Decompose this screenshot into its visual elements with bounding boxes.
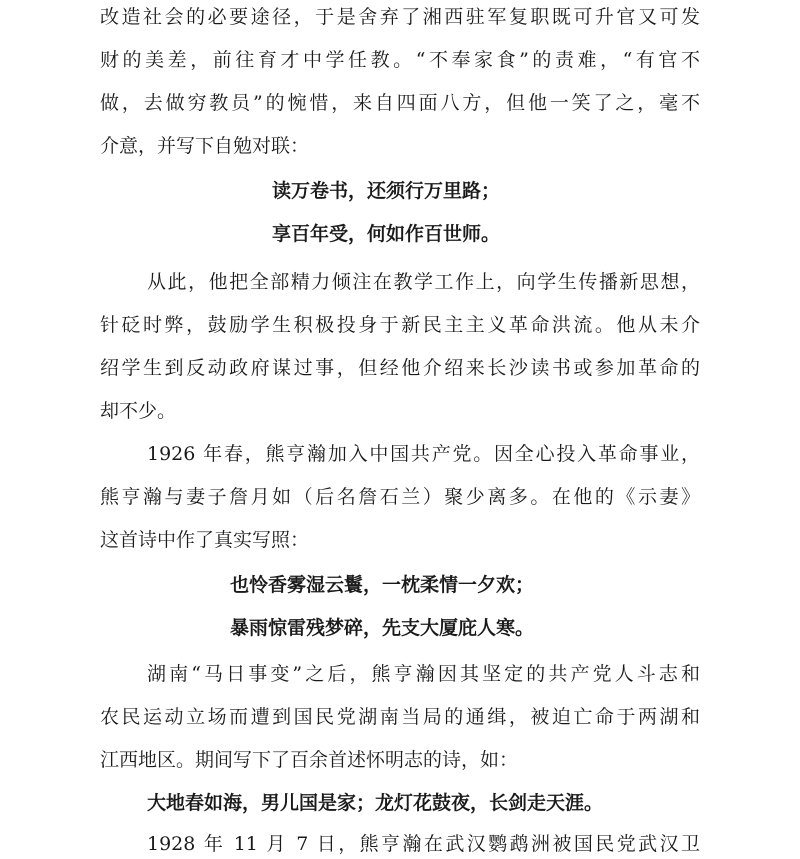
paragraph-2-line-2: 针砭时弊，鼓励学生积极投身于新民主主义革命洪流。他从未介 (100, 314, 700, 336)
paragraph-1-line-4: 介意，并写下自勉对联： (100, 135, 310, 157)
paragraph-4-line-1: 湖南“马日事变”之后，熊亨瀚因其坚定的共产党人斗志和 (147, 663, 700, 685)
paragraph-1-line-2: 财的美差，前往育才中学任教。“不奉家食”的责难，“有官不 (100, 49, 700, 71)
paragraph-3-line-1: 1926 年春，熊亨瀚加入中国共产党。因全心投入革命事业， (147, 443, 700, 465)
paragraph-3-line-3: 这首诗中作了真实写照： (100, 529, 310, 551)
paragraph-5-line-1: 1928 年 11 月 7 日，熊亨瀚在武汉鹦鹉洲被国民党武汉卫 (147, 833, 700, 855)
paragraph-2-line-1: 从此，他把全部精力倾注在教学工作上，向学生传播新思想， (147, 271, 700, 293)
paragraph-4-line-2: 农民运动立场而遭到国民党湖南当局的通缉，被迫亡命于两湖和 (100, 706, 700, 728)
poem-2-line: 大地春如海，男儿国是家；龙灯花鼓夜，长剑走天涯。 (147, 792, 604, 814)
poem-1-line-2: 暴雨惊雷残梦碎，先支大厦庇人寒。 (230, 617, 535, 639)
couplet-line-2: 享百年受，何如作百世师。 (272, 223, 501, 245)
poem-1-line-1: 也怜香雾湿云鬟，一枕柔情一夕欢； (230, 574, 535, 596)
paragraph-3-line-2: 熊亨瀚与妻子詹月如（后名詹石兰）聚少离多。在他的《示妻》 (100, 486, 700, 508)
paragraph-2-line-4: 却不少。 (100, 400, 177, 422)
paragraph-1-line-1: 改造社会的必要途径，于是舍弃了湘西驻军复职既可升官又可发 (100, 6, 700, 28)
paragraph-4-line-3: 江西地区。期间写下了百余首述怀明志的诗，如： (100, 749, 519, 771)
paragraph-1-line-3: 做，去做穷教员”的惋惜，来自四面八方，但他一笑了之，毫不 (100, 92, 700, 114)
couplet-line-1: 读万卷书，还须行万里路； (272, 180, 501, 202)
paragraph-2-line-3: 绍学生到反动政府谋过事，但经他介绍来长沙读书或参加革命的 (100, 357, 700, 379)
